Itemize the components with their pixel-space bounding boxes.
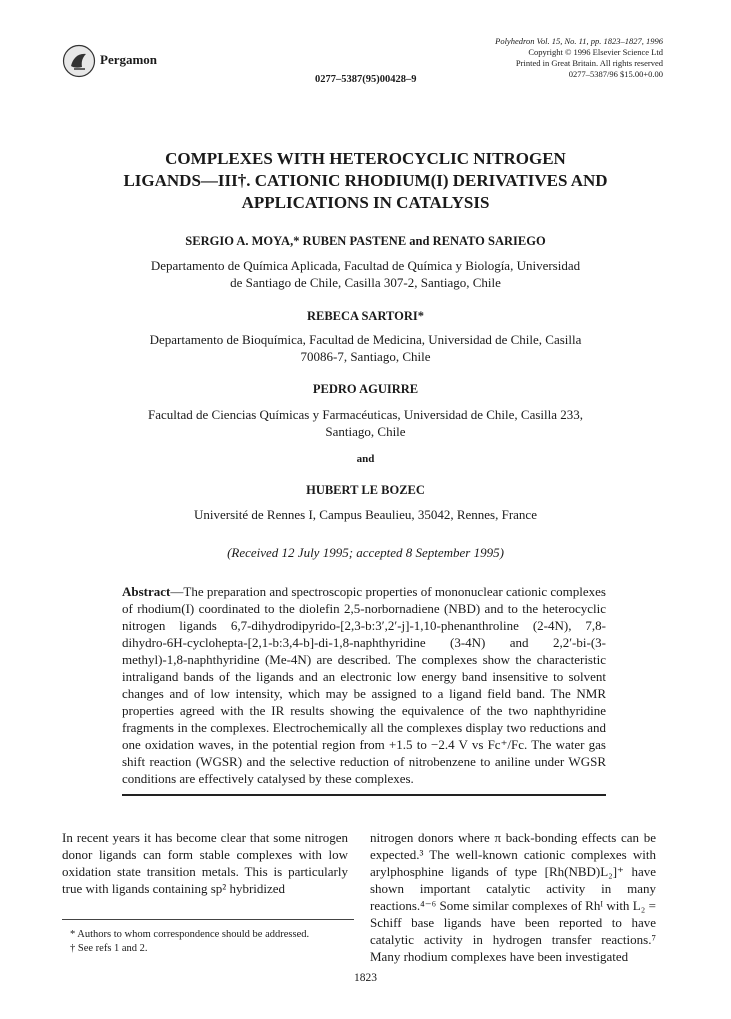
title-line-1: COMPLEXES WITH HETEROCYCLIC NITROGEN <box>165 149 566 168</box>
affiliation-4: Université de Rennes I, Campus Beaulieu, 35042, Rennes, France <box>194 507 537 522</box>
author-group-2: REBECA SARTORI* <box>306 309 425 323</box>
copyright-line: Copyright © 1996 Elsevier Science Ltd <box>528 47 663 57</box>
author-group-1: SERGIO A. MOYA,* RUBEN PASTENE and RENATO SARIEGO <box>185 234 546 248</box>
title-line-3: APPLICATIONS IN CATALYSIS <box>241 193 490 212</box>
footnote-divider <box>62 919 354 920</box>
footnotes <box>70 928 360 956</box>
received-dates: (Received 12 July 1995; accepted 8 September 1995) <box>227 545 504 560</box>
article-identifier: 0277–5387(95)00428–9 <box>315 74 417 85</box>
and-separator: and <box>356 453 375 465</box>
footnote-references: † See refs 1 and 2. <box>70 943 148 954</box>
publisher-name: Pergamon <box>100 52 158 67</box>
printed-line: Printed in Great Britain. All rights reserved <box>515 58 663 68</box>
abstract <box>122 583 606 787</box>
author-group-4: HUBERT LE BOZEC <box>306 483 425 497</box>
price-line: 0277–5387/96 $15.00+0.00 <box>568 69 663 79</box>
affiliation-1: Departamento de Química Aplicada, Facultad de Química y Biología, Universidad de Santiago de Chile, Casilla 307-2, Santiago, Chile <box>150 258 581 290</box>
article-title <box>0 148 731 214</box>
abstract-label: Abstract <box>122 584 171 599</box>
title-line-2: LIGANDS—III†. CATIONIC RHODIUM(I) DERIVATIVES AND <box>123 171 608 190</box>
affiliation-3: Facultad de Ciencias Químicas y Farmacéuticas, Universidad de Chile, Casilla 233, Santiago, Chile <box>147 407 584 439</box>
affiliation-2: Departamento de Bioquímica, Facultad de Medicina, Universidad de Chile, Casilla 70086-7, Santiago, Chile <box>149 332 582 364</box>
publisher-logo-icon <box>62 44 96 78</box>
author-group-3: PEDRO AGUIRRE <box>312 382 419 396</box>
body-column-right: nitrogen donors where π back-bonding effects can be expected.³ The well-known cationic complexes with arylphosphine ligands of type [Rh(NBD)L₂]⁺ have shown important catalytic activity in many reactions.⁴⁻⁶ Some similar complexes of Rhᴵ with L₂ = Schiff base ligands have been reported to have catalytic activity in hydrogen transfer reactions.⁷ Many rhodium complexes have been investigated <box>370 830 656 964</box>
abstract-divider <box>122 794 606 796</box>
journal-citation: Polyhedron Vol. 15, No. 11, pp. 1823–1827, 1996 <box>495 36 663 46</box>
page-number: 1823 <box>354 972 377 984</box>
abstract-text: —The preparation and spectroscopic properties of mononuclear cationic complexes of rhodium(I) coordinated to the diolefin 2,5-norbornadiene (NBD) and to the heterocyclic nitrogen ligands 6,7-dihydrodipyrido-[2,3-b:3′,2′-j]-1,10-phenanthroline (2-4N), 7,8-dihydro-6H-cyclohepta-[2,1-b:3,4-b]-di-1,8-naphthyridine (3-4N) and 2,2′-bi-(3-methyl)-1,8-naphthyridine (Me-4N) are described. The complexes show the characteristic intraligand bands of the ligands and an electronic low energy band insensitive to solvent changes and of low intensity, which may be assigned to a ligand field band. The NMR properties agreed with the IR results showing the equivalence of the two naphthyridine fragments in the complexes. Electrochemically all the complexes display two reductions and one oxidation waves, in the potential region from +1.5 to −2.4 V vs Fc⁺/Fc. The water gas shift reaction (WGSR) and the selective reduction of nitrobenzene to aniline under WGSR conditions are effectively catalysed by these complexes. <box>122 584 606 786</box>
footnote-correspondence: * Authors to whom correspondence should be addressed. <box>70 929 310 940</box>
body-column-left: In recent years it has become clear that some nitrogen donor ligands can form stable complexes with low oxidation state transition metals. This is particularly true with ligands containing sp² hybridized <box>62 830 348 896</box>
